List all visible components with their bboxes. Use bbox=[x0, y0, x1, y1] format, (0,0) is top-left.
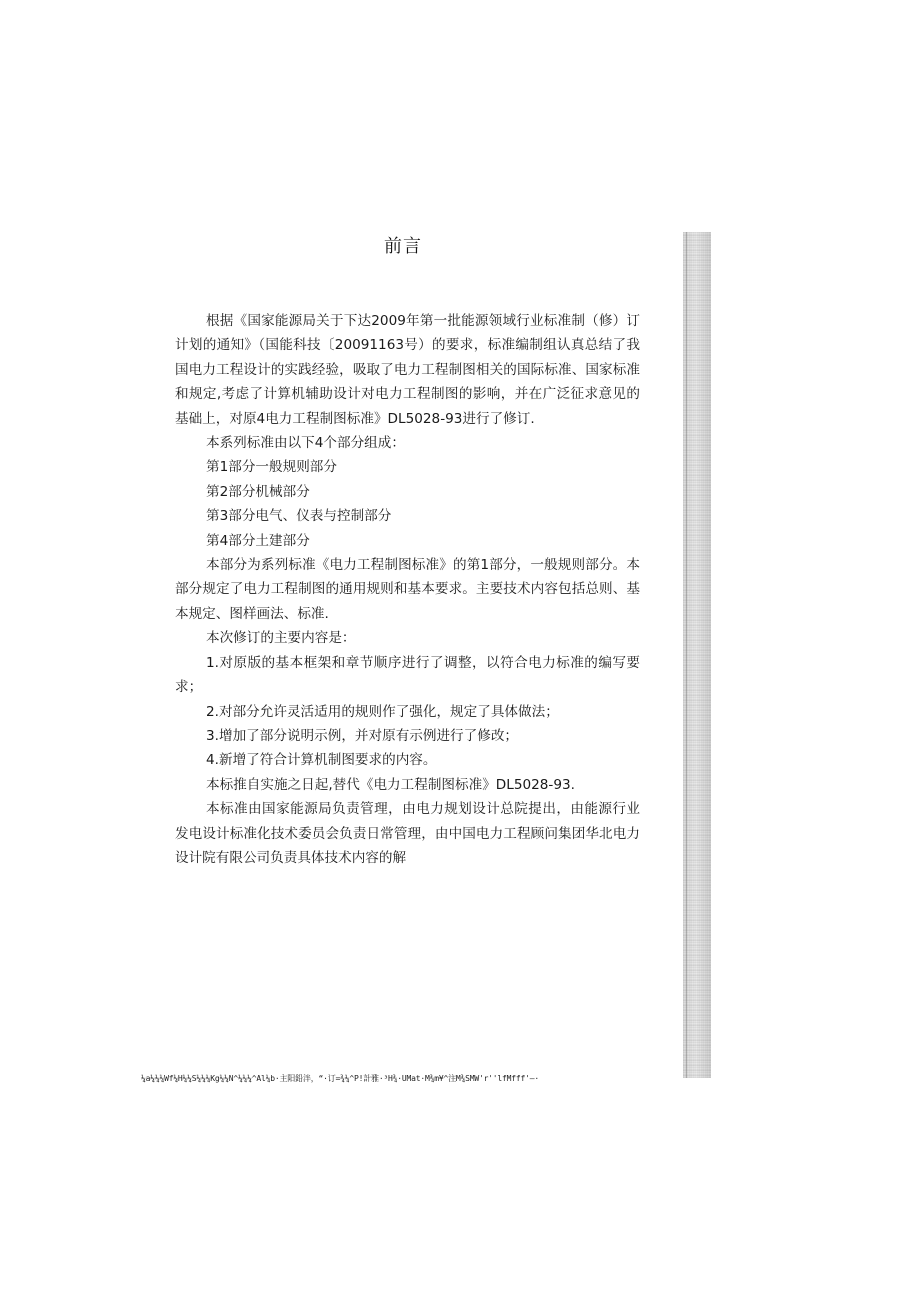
body-text bbox=[175, 309, 640, 870]
revision-item-3: 3.增加了部分说明示例，并对原有示例进行了修改； bbox=[206, 727, 519, 744]
list-item-part-1: 第1部分一般规则部分 bbox=[206, 459, 337, 476]
paragraph-series-intro: 本系列标准由以下4个部分组成： bbox=[206, 435, 405, 452]
revision-item-2: 2.对部分允许灵活适用的规则作了强化，规定了具体做法； bbox=[206, 703, 559, 720]
footer-garbled-text: ¼a¼¼¼Wf¼H¼¼S¼¼¼Kg¼¼N^¼¼¼^Al¼b·主阳鉛泮，“·订=¾¼^P!計雅·³H¾·UMat·M¾m¥^注M¾SMW'r''lfMfff'—· bbox=[141, 1074, 539, 1083]
page-title: 前言 bbox=[384, 236, 422, 257]
list-item-part-2: 第2部分机械部分 bbox=[206, 483, 310, 500]
revision-item-1: 1.对原版的基本框架和章节顺序进行了调整，以符合电力标准的编写要求； bbox=[175, 654, 640, 696]
paragraph-replacement: 本标推自实施之日起,替代《电力工程制图标准》DL5028-93. bbox=[206, 776, 575, 793]
paragraph-revision-intro: 本次修订的主要内容是： bbox=[206, 630, 356, 647]
revision-item-4: 4.新增了符合计算机制图要求的内容。 bbox=[206, 752, 437, 769]
paragraph-background: 根据《国家能源局关于下达2009年第一批能源领域行业标准制（修）订计划的通知》（国能科技〔20091163号）的要求，标准编制组认真总结了我国电力工程设计的实践经验，吸取了电力工程制图相关的国际标准、国家标准和规定,考虑了计算机辅助设计对电力工程制图的影响，并在广泛征求意见的基础上，对原4电力工程制图标准》DL5028-93进行了修订. bbox=[175, 313, 640, 427]
list-item-part-4: 第4部分土建部分 bbox=[206, 532, 310, 549]
paragraph-management: 本标准由国家能源局负责管理，由电力规划设计总院提出，由能源行业发电设计标准化技术委员会负责日常管理，由中国电力工程顾问集团华北电力设计院有限公司负责具体技术内容的解 bbox=[175, 801, 640, 866]
scan-edge-artifact bbox=[683, 232, 711, 1078]
paragraph-scope: 本部分为系列标准《电力工程制图标准》的第1部分，一般规则部分。本部分规定了电力工程制图的通用规则和基本要求。主要技术内容包括总则、基本规定、图样画法、标准. bbox=[175, 557, 640, 622]
list-item-part-3: 第3部分电气、仪表与控制部分 bbox=[206, 508, 392, 525]
